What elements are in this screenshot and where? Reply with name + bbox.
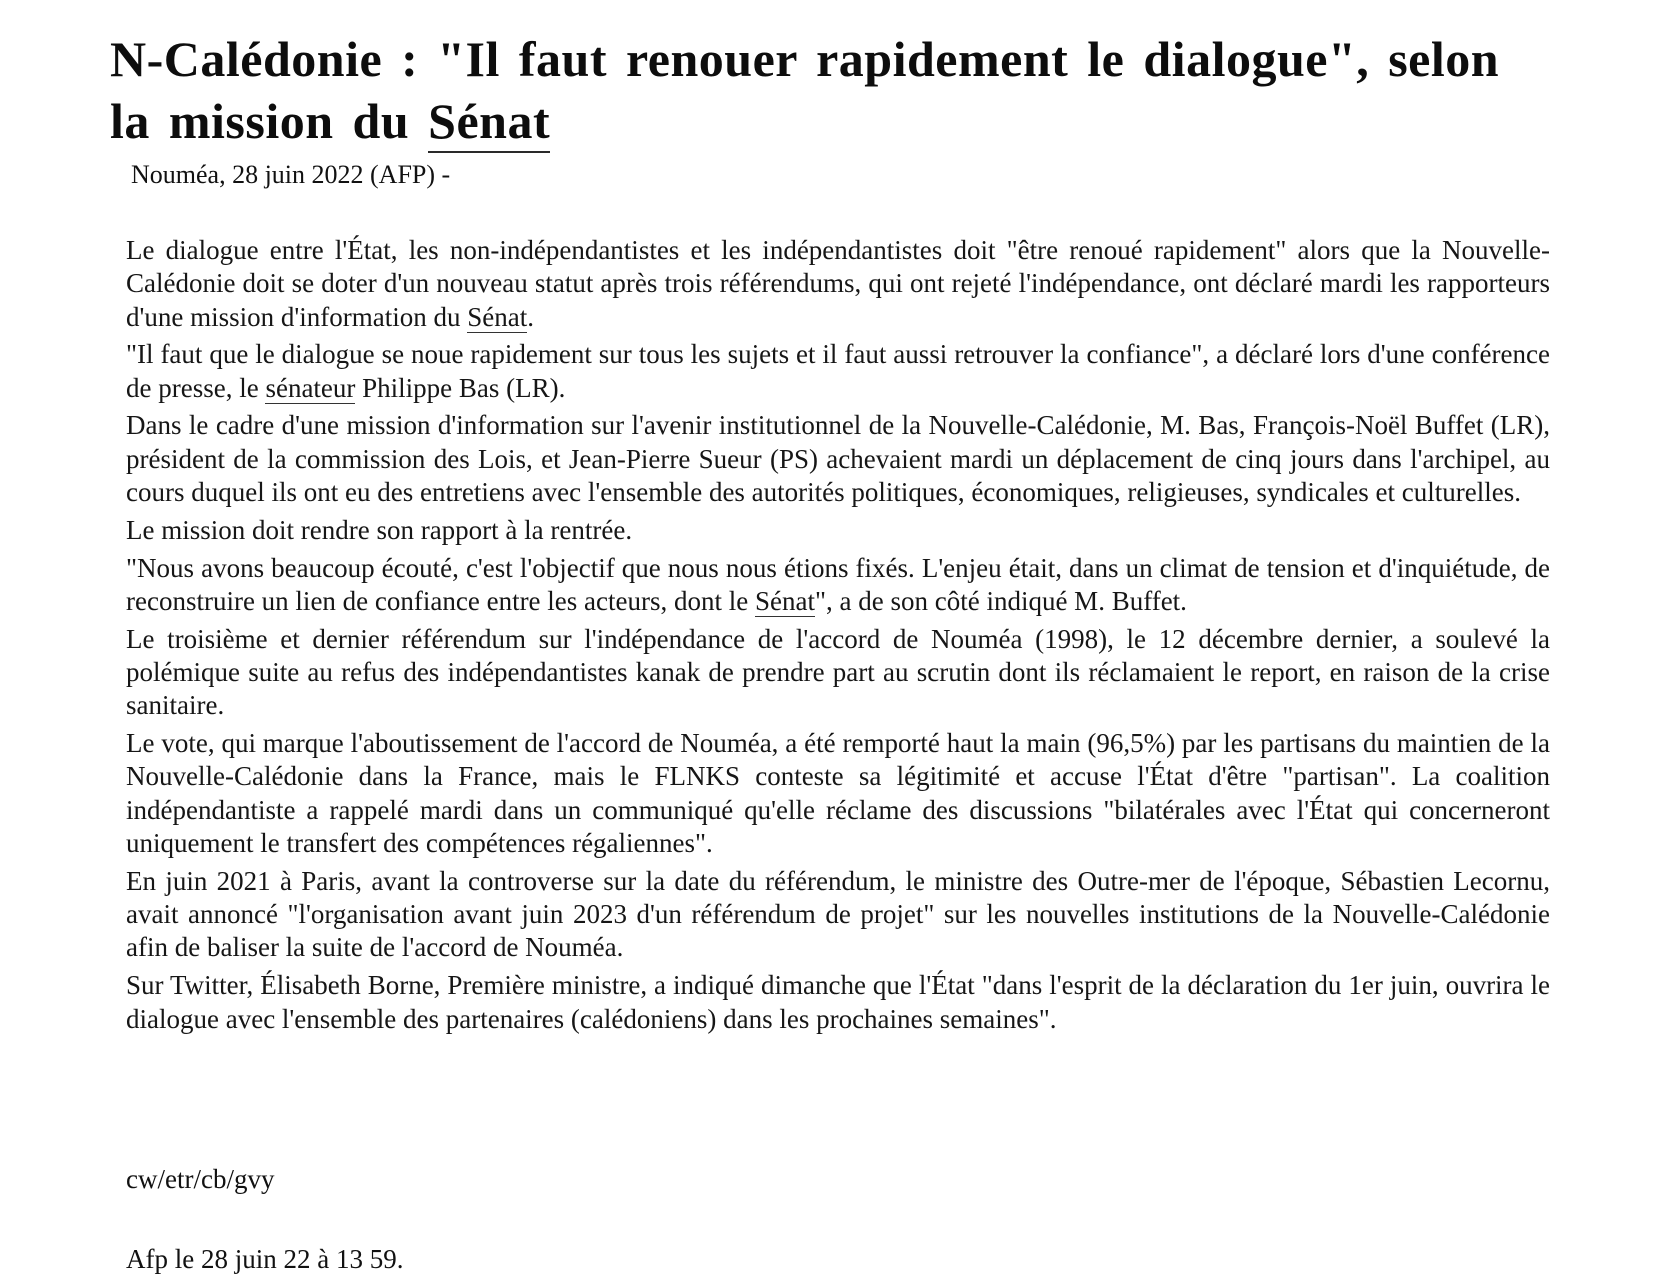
paragraph-4: Le mission doit rendre son rapport à la rentrée. bbox=[126, 514, 633, 545]
paragraph-5-underlined: Sénat bbox=[754, 585, 815, 616]
paragraph-5 bbox=[126, 552, 1550, 619]
paragraph-5-end: ", a de son côté indiqué M. Buffet. bbox=[814, 585, 1187, 616]
paragraph-2-end: Philippe Bas (LR). bbox=[355, 372, 566, 403]
paragraph-2-underlined: sénateur bbox=[265, 372, 356, 403]
headline-senat-underlined: Sénat bbox=[428, 93, 550, 153]
dispatch-footer: Afp le 28 juin 22 à 13 59. bbox=[126, 1244, 404, 1274]
paragraph-2 bbox=[126, 338, 1550, 405]
paragraph-9: Sur Twitter, Élisabeth Borne, Première ministre, a indiqué dimanche que l'État "dans l'esprit de la déclaration du 1er juin, ouvrira le dialogue avec l'ensemble des partenaires (calédoniens) dans les prochaines semaines". bbox=[126, 970, 1550, 1034]
article-dateline: Nouméa, 28 juin 2022 (AFP) - bbox=[131, 160, 451, 189]
author-signoff: cw/etr/cb/gvy bbox=[126, 1164, 275, 1194]
paragraph-1-underlined: Sénat bbox=[467, 301, 528, 332]
paragraph-7: Le vote, qui marque l'aboutissement de l'accord de Nouméa, a été remporté haut la main (96,5%) par les partisans du maintien de la Nouvelle-Calédonie dans la France, mais le FLNKS conteste sa légitimité et accuse l'État d'être "partisan". La coalition indépendantiste a rappelé mardi dans un communiqué qu'elle réclame des discussions "bilatérales avec l'État qui concerneront uniquement le transfert des compétences régaliennes". bbox=[126, 728, 1550, 859]
paragraph-2-text: "Il faut que le dialogue se noue rapidement sur tous les sujets et il faut aussi retrouver la confiance", a déclaré lors d'une conférence de presse, le bbox=[126, 339, 1550, 403]
headline-text: N-Calédonie : "Il faut renouer rapidement le dialogue", selon la mission du bbox=[110, 31, 1500, 149]
paragraph-1-text: Le dialogue entre l'État, les non-indépendantistes et les indépendantistes doit "être renoué rapidement" alors que la Nouvelle-Calédonie doit se doter d'un nouveau statut après trois référendums, qui ont rejeté l'indépendance, ont déclaré mardi les rapporteurs d'une mission d'information du bbox=[126, 235, 1550, 332]
paragraph-6: Le troisième et dernier référendum sur l'indépendance de l'accord de Nouméa (1998), le 12 décembre dernier, a soulevé la polémique suite au refus des indépendantistes kanak de prendre part au scrutin dont ils réclamaient le report, en raison de la crise sanitaire. bbox=[126, 623, 1550, 721]
article-headline bbox=[110, 28, 1530, 152]
paragraph-1 bbox=[126, 234, 1550, 334]
paragraph-8: En juin 2021 à Paris, avant la controverse sur la date du référendum, le ministre des Outre-mer de l'époque, Sébastien Lecornu, avait annoncé "l'organisation avant juin 2023 d'un référendum de projet" sur les nouvelles institutions de la Nouvelle-Calédonie afin de baliser la suite de l'accord de Nouméa. bbox=[126, 865, 1550, 963]
article-body bbox=[126, 234, 1550, 1040]
paragraph-1-end: . bbox=[527, 301, 534, 332]
paragraph-3: Dans le cadre d'une mission d'information sur l'avenir institutionnel de la Nouvelle-Calédonie, M. Bas, François-Noël Buffet (LR), président de la commission des Lois, et Jean-Pierre Sueur (PS) achevaient mardi un déplacement de cinq jours dans l'archipel, au cours duquel ils ont eu des entretiens avec l'ensemble des autorités politiques, économiques, religieuses, syndicales et culturelles. bbox=[126, 410, 1550, 508]
paragraph-5-text: "Nous avons beaucoup écouté, c'est l'objectif que nous nous étions fixés. L'enjeu était, dans un climat de tension et d'inquiétude, de reconstruire un lien de confiance entre les acteurs, dont le bbox=[126, 552, 1550, 616]
